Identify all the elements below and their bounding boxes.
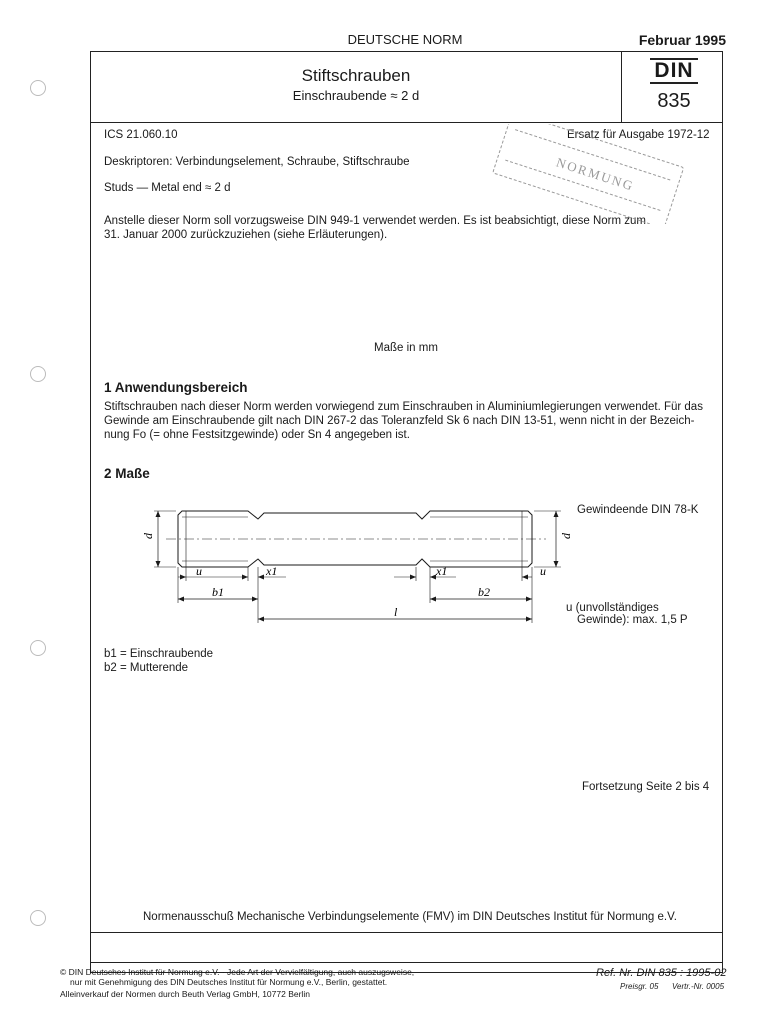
replaces-edition: Ersatz für Ausgabe 1972-12	[567, 129, 710, 141]
section-2-heading: 2 Maße	[104, 466, 150, 481]
margin-punch-mark	[30, 366, 46, 382]
thread-end-label: Gewindeende DIN 78-K	[577, 504, 699, 516]
reference-number: Ref. Nr. DIN 835 : 1995-02	[596, 967, 727, 979]
price-group: Preisgr. 05	[620, 982, 659, 991]
units-note: Maße in mm	[374, 342, 438, 354]
title-separator	[91, 122, 722, 123]
legend-b1: b1 = Einschraubende	[104, 648, 214, 660]
margin-punch-mark	[30, 640, 46, 656]
sales-number: Vertr.-Nr. 0005	[672, 982, 725, 991]
margin-punch-mark	[30, 80, 46, 96]
descriptors: Deskriptoren: Verbindungselement, Schraube, Stiftschraube	[104, 156, 410, 168]
section-1-line-3: nung Fo (= ohne Festsitzgewinde) oder Sn 4 angegeben ist.	[104, 429, 410, 441]
dim-b2: b2	[478, 585, 490, 599]
margin-punch-mark	[30, 910, 46, 926]
title-divider	[621, 52, 622, 122]
ics-code: ICS 21.060.10	[104, 129, 178, 141]
sales-note: Alleinverkauf der Normen durch Beuth Verlag GmbH, 10772 Berlin	[60, 989, 310, 999]
din-logo	[631, 58, 717, 113]
copyright-line-1: © DIN Deutsches Institut für Normung e.V. · Jede Art der Vervielfältigung, auch auszugsweise,	[60, 967, 415, 977]
legend-b2: b2 = Mutterende	[104, 662, 189, 674]
document-subtitle: Einschraubende ≈ 2 d	[292, 88, 420, 103]
section-1-line-1: Stiftschrauben nach dieser Norm werden vorwiegend zum Einschrauben in Aluminiumlegierungen verwendet. Für das	[104, 401, 703, 413]
din-logo-mark: DIN	[650, 58, 697, 84]
stud-drawing	[136, 495, 576, 635]
dim-b1: b1	[212, 585, 224, 599]
library-stamp	[475, 124, 700, 224]
dim-x1-left: x1	[266, 564, 278, 578]
footer-separator	[91, 932, 722, 933]
dim-u-right: u	[540, 564, 546, 578]
din-number: 835	[657, 90, 691, 112]
dim-x1-right: x1	[436, 564, 448, 578]
dim-l: l	[394, 605, 398, 619]
notice-line-2: 31. Januar 2000 zurückzuziehen (siehe Erläuterungen).	[104, 229, 388, 241]
english-title: Studs — Metal end ≈ 2 d	[104, 182, 231, 194]
footer-separator-inner	[91, 962, 722, 963]
dim-d-left: d	[141, 533, 155, 539]
norm-label: DEUTSCHE NORM	[347, 32, 463, 47]
continuation-note: Fortsetzung Seite 2 bis 4	[582, 781, 710, 793]
section-1-heading: 1 Anwendungsbereich	[104, 380, 248, 395]
publication-date: Februar 1995	[638, 32, 726, 48]
u-note-line-1: u (unvollständiges	[566, 602, 659, 614]
committee-name: Normenausschuß Mechanische Verbindungselemente (FMV) im DIN Deutsches Institut für Normung e.V.	[143, 911, 677, 923]
stamp-text: NORMUNG	[554, 154, 637, 194]
notice-line-1: Anstelle dieser Norm soll vorzugsweise DIN 949-1 verwendet werden. Es ist beabsichtigt, diese Norm zum	[104, 215, 647, 227]
copyright-line-2: nur mit Genehmigung des DIN Deutsches Institut für Normung e.V., Berlin, gestattet.	[70, 977, 388, 987]
document-title: Stiftschrauben	[301, 66, 411, 85]
section-1-line-2: Gewinde am Einschraubende gilt nach DIN 267-2 das Toleranzfeld Sk 6 nach DIN 13-51, wenn nicht in der Bezeich-	[104, 415, 695, 427]
u-note-line-2: Gewinde): max. 1,5 P	[577, 614, 688, 626]
dim-d-right: d	[559, 533, 573, 539]
dim-u-left: u	[196, 564, 202, 578]
